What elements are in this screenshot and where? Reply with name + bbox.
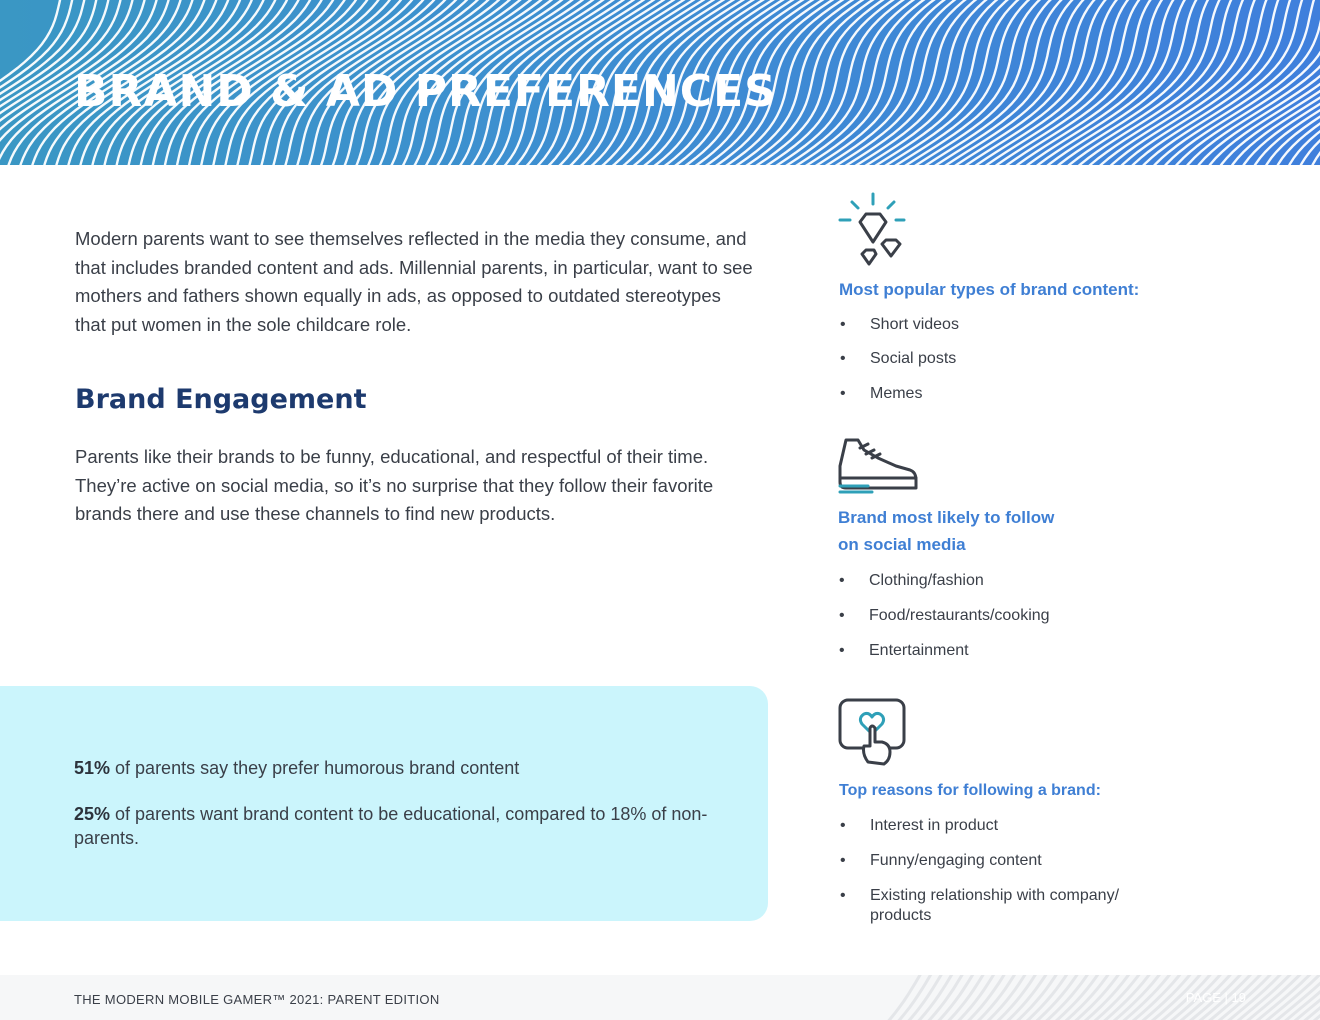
- list-item: • Memes: [840, 384, 959, 404]
- diamond-icon: [838, 192, 908, 268]
- follow-reasons-heading: Top reasons for following a brand:: [839, 782, 1101, 799]
- list-item: • Interest in product: [840, 816, 1170, 836]
- stat-value: 51%: [74, 758, 111, 778]
- follow-reasons-list: [840, 816, 1170, 926]
- list-item: • Short videos: [840, 315, 959, 335]
- page-footer: [0, 975, 1320, 1020]
- content-types-list: [840, 315, 959, 404]
- heart-tap-icon: [838, 698, 908, 768]
- heading-line: Brand most likely to follow: [838, 508, 1055, 527]
- list-item: • Funny/engaging content: [840, 851, 1170, 871]
- list-item: • Social posts: [840, 349, 959, 369]
- stat-text: of parents say they prefer humorous brand content: [110, 758, 520, 778]
- follow-brands-heading: [838, 504, 1054, 558]
- wave-line: [1229, 0, 1320, 165]
- heading-line: on social media: [838, 535, 966, 554]
- stat-value: 25%: [74, 804, 111, 824]
- wave-line: [969, 0, 1125, 165]
- stat-educational: [74, 802, 724, 850]
- engagement-paragraph: Parents like their brands to be funny, educational, and respectful of their time. They’re active on social media, so it’s no surprise that they follow their favorite brands there and use these channels to find new products.: [75, 446, 714, 524]
- content-types-heading: Most popular types of brand content:: [839, 280, 1140, 299]
- sneaker-icon: [838, 436, 920, 496]
- follow-brands-list: [839, 571, 1050, 661]
- footer-publication-title: THE MODERN MOBILE GAMER™ 2021: PARENT EDITION: [74, 992, 440, 1007]
- page-title: BRAND & AD PREFERENCES: [74, 66, 777, 117]
- stat-humor: [74, 756, 724, 780]
- stat-text: of parents want brand content to be educational, compared to 18% of non-parents.: [74, 804, 708, 848]
- header-banner: [0, 0, 1320, 165]
- list-item: • Clothing/fashion: [839, 571, 1050, 591]
- section-heading: Brand Engagement: [75, 384, 367, 415]
- list-item: • Food/restaurants/cooking: [839, 606, 1050, 626]
- intro-paragraph: Modern parents want to see themselves reflected in the media they consume, and that includes branded content and ads. Millennial parents, in particular, want to see mothers and fathers shown equally in ads, as opposed to outdated stereotypes that put women in the sole childcare role.: [75, 228, 753, 335]
- list-item: • Entertainment: [839, 641, 1050, 661]
- page-number: PAGE | 19: [1185, 990, 1246, 1005]
- list-item: • Existing relationship with company/ products: [840, 886, 1170, 926]
